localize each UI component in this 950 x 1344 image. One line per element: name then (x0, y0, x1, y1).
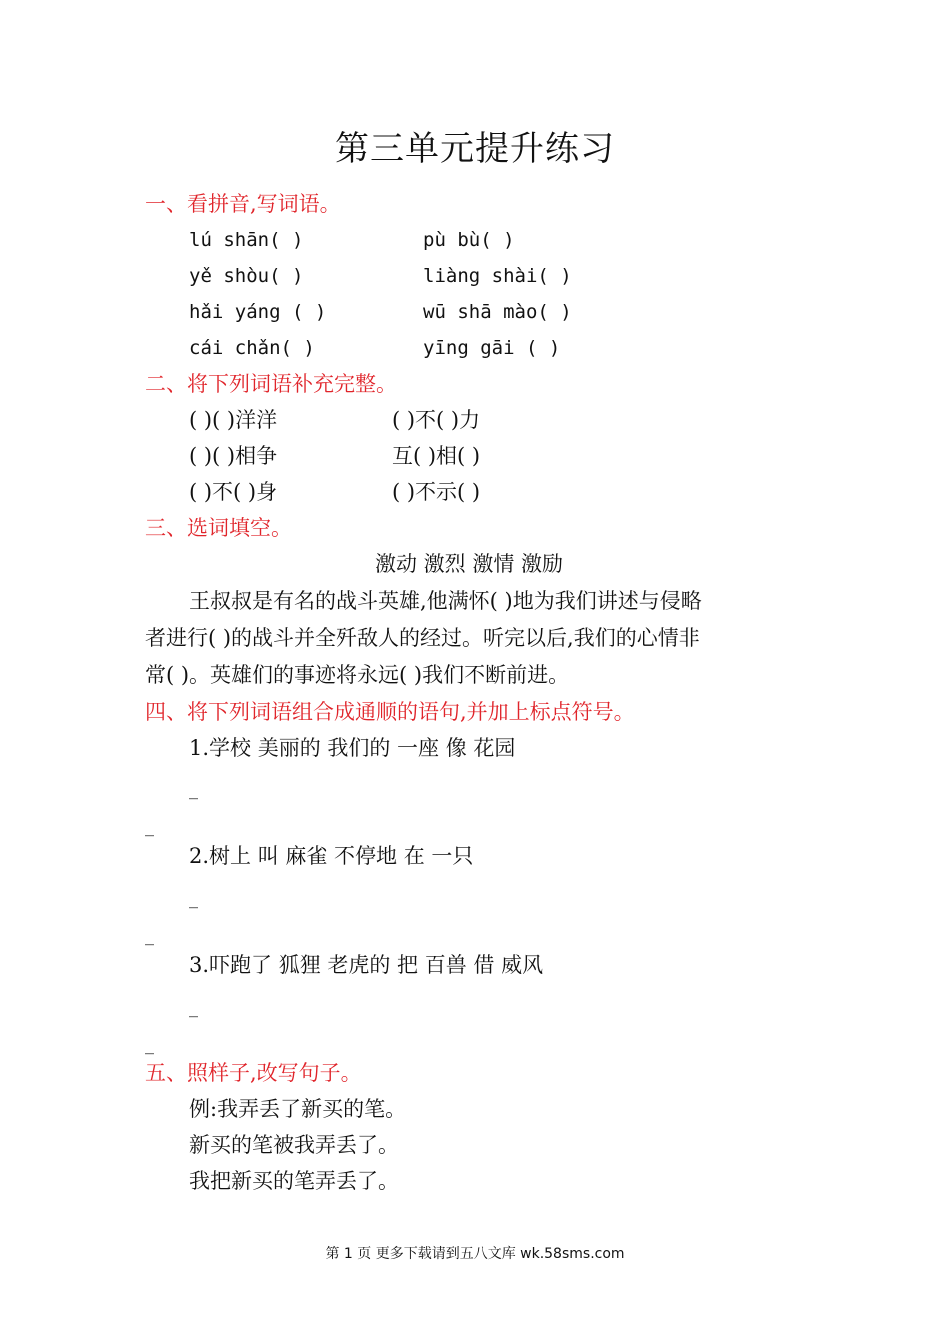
section-3-heading: 三、选词填空。 (145, 516, 292, 540)
example-line: 新买的笔被我弄丢了。 (189, 1133, 399, 1157)
pinyin-item: cái chǎn( ) (189, 337, 315, 359)
page-title: 第三单元提升练习 (335, 129, 615, 169)
idiom-item: ( )( )相争 (189, 444, 278, 468)
pinyin-item: pù bù( ) (423, 229, 515, 251)
pinyin-item: liàng shài( ) (423, 265, 572, 287)
idiom-item: ( )不( )身 (189, 480, 278, 504)
idiom-item: ( )( )洋洋 (189, 408, 278, 432)
word-choices: 激动 激烈 激情 激励 (375, 552, 564, 576)
word-group: 1.学校 美丽的 我们的 一座 像 花园 (189, 736, 516, 760)
word-group: 3.吓跑了 狐狸 老虎的 把 百兽 借 威风 (189, 953, 544, 977)
example-line: 例:我弄丢了新买的笔。 (189, 1097, 407, 1121)
idiom-item: ( )不( )力 (392, 408, 481, 432)
pinyin-item: lú shān( ) (189, 229, 304, 251)
answer-blank: _ (145, 816, 154, 837)
answer-blank: _ (145, 1034, 154, 1055)
paragraph-line: 王叔叔是有名的战斗英雄,他满怀( )地为我们讲述与侵略 (189, 589, 702, 613)
answer-blank: _ (189, 997, 198, 1018)
answer-blank: _ (189, 779, 198, 800)
paragraph-line: 常( )。英雄们的事迹将永远( )我们不断前进。 (145, 663, 570, 687)
section-5-heading: 五、照样子,改写句子。 (145, 1061, 362, 1085)
pinyin-item: hǎi yáng ( ) (189, 301, 327, 323)
section-4-heading: 四、将下列词语组合成通顺的语句,并加上标点符号。 (145, 700, 635, 724)
paragraph-line: 者进行( )的战斗并全歼敌人的经过。听完以后,我们的心情非 (145, 626, 700, 650)
idiom-item: 互( )相( ) (392, 444, 481, 468)
answer-blank: _ (145, 925, 154, 946)
section-2-heading: 二、将下列词语补充完整。 (145, 372, 397, 396)
word-group: 2.树上 叫 麻雀 不停地 在 一只 (189, 844, 474, 868)
idiom-item: ( )不示( ) (392, 480, 481, 504)
pinyin-item: yě shòu( ) (189, 265, 304, 287)
section-1-heading: 一、看拼音,写词语。 (145, 192, 341, 216)
page-footer: 第 1 页 更多下载请到五八文库 wk.58sms.com (325, 1246, 625, 1262)
answer-blank: _ (189, 888, 198, 909)
pinyin-item: yīng gāi ( ) (423, 337, 561, 359)
example-line: 我把新买的笔弄丢了。 (189, 1169, 399, 1193)
pinyin-item: wū shā mào( ) (423, 301, 572, 323)
